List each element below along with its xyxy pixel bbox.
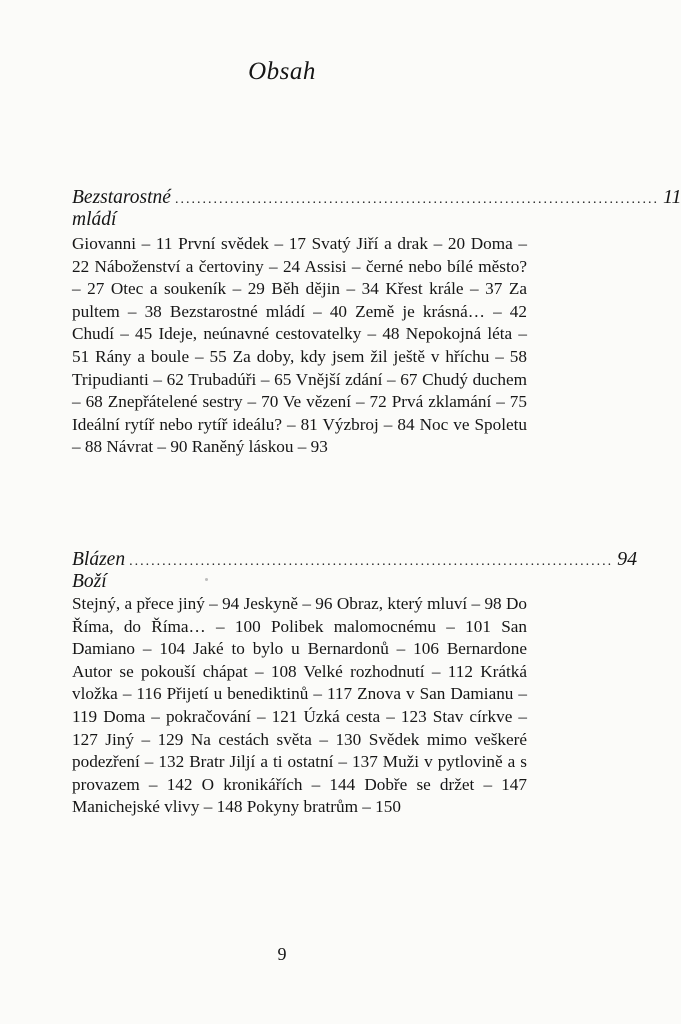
chapter-page-number: 11	[662, 186, 681, 208]
dot-leader: ........................................................................................	[129, 554, 614, 569]
chapter-page-number: 94	[617, 548, 638, 570]
chapter-heading	[72, 186, 681, 231]
chapter-contents: Stejný, a přece jiný – 94 Jeskyně – 96 Obraz, který mluví – 98 Do Říma, do Říma… – 100 Polibek malomocnému – 101 San Damiano – 104 Jaké to bylo u Bernardonů – 106 Bernardone Autor se pokouší chápat – 108 Velké rozhodnutí – 112 Krátká vložka – 116 Přijetí u benediktinů – 117 Znova v San Damianu – 119 Doma – pokračování – 121 Úzká cesta – 123 Stav církve – 127 Jiný – 129 Na cestách světa – 130 Svědek mimo veškeré podezření – 132 Bratr Jiljí a ti ostatní – 137 Muži v pytlovině a s provazem – 142 O kronikářích – 144 Dobře se držet – 147 Manichejské vlivy – 148 Pokyny bratrům – 150	[72, 594, 527, 817]
chapter-title: Blázen Boží	[72, 549, 126, 592]
chapter-title: Bezstarostné mládí	[72, 187, 171, 230]
page-title: Obsah	[248, 58, 316, 85]
chapter-contents: Giovanni – 11 První svědek – 17 Svatý Jiří a drak – 20 Doma – 22 Náboženství a čertoviny – 24 Assisi – černé nebo bílé město? – 27 Otec a soukeník – 29 Běh dějin – 34 Křest krále – 37 Za pultem – 38 Bezstarostné mládí – 40 Země je krásná… – 42 Chudí – 45 Ideje, neúnavné cestovatelky – 48 Nepokojná léta – 51 Rány a boule – 55 Za doby, kdy jsem žil ještě v hříchu – 58 Tripudianti – 62 Trubadúři – 65 Vnější zdání – 67 Chudý duchem – 68 Znepřátelené sestry – 70 Ve vězení – 72 Prvá zklamání – 75 Ideální rytíř nebo rytíř ideálu? – 81 Výzbroj – 84 Noc ve Spoletu – 88 Návrat – 90 Raněný láskou – 93	[72, 234, 527, 457]
print-speck	[205, 578, 208, 581]
chapter-heading	[72, 548, 638, 593]
dot-leader: ........................................................................................	[174, 192, 659, 207]
page-number: 9	[277, 944, 287, 964]
